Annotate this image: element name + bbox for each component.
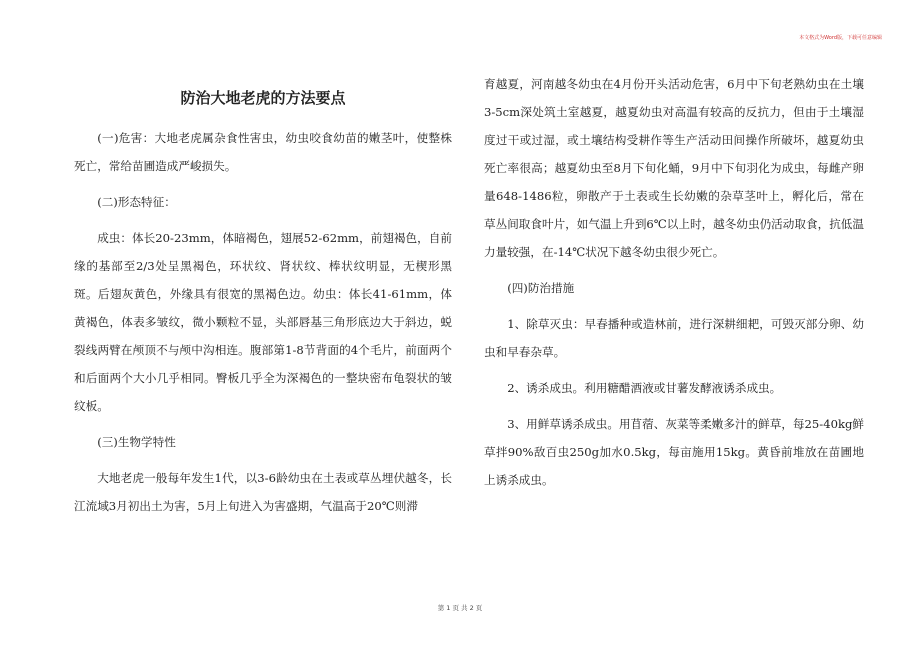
paragraph-control-2: 2、诱杀成虫。利用糖醋酒液或甘薯发酵液诱杀成虫。 — [507, 381, 782, 395]
heading-morphology: (二)形态特征： — [97, 195, 176, 209]
paragraph-harm: (一)危害：大地老虎属杂食性害虫，幼虫咬食幼苗的嫩茎叶，使整株死亡，常给苗圃造成严峻损失。 — [74, 131, 452, 173]
right-column-body — [484, 70, 864, 502]
paragraph-control-3: 3、用鲜草诱杀成虫。用苜蓿、灰菜等柔嫩多汁的鲜草，每25-40kg鲜草拌90%敌百虫250g加水0.5kg，每亩施用15kg。黄昏前堆放在苗圃地上诱杀成虫。 — [484, 417, 864, 487]
document-title: 防治大地老虎的方法要点 — [180, 89, 346, 107]
page-footer: 第 1 页 共 2 页 — [437, 604, 483, 612]
paragraph-biology: 大地老虎一般每年发生1代，以3-6龄幼虫在土表或草丛埋伏越冬，长江流域3月初出土为害，5月上旬进入为害盛期，气温高于20℃则滞 — [74, 471, 452, 513]
heading-biology: (三)生物学特性 — [97, 435, 176, 449]
watermark-text: 本文格式为Word版，下载可任意编辑 — [799, 35, 882, 41]
paragraph-control-1: 1、除草灭虫：早春播种或造林前，进行深耕细耙，可毁灭部分卵、幼虫和早春杂草。 — [484, 317, 864, 359]
heading-control: (四)防治措施 — [507, 281, 575, 295]
paragraph-biology-continued: 育越夏，河南越冬幼虫在4月份开头活动危害，6月中下旬老熟幼虫在土壤3-5cm深处筑土室越夏，越夏幼虫对高温有较高的反抗力，但由于土壤湿度过干或过湿，或土壤结构受耕作等生产活动田间操作所破坏，越夏幼虫死亡率很高；越夏幼虫至8月下旬化蛹，9月中下旬羽化为成虫，每雌产卵量648-1486粒，卵散产于土表或生长幼嫩的杂草茎叶上，孵化后，常在草丛间取食叶片，如气温上升到6℃以上时，越冬幼虫仍活动取食，抗低温力量较强，在-14℃状况下越冬幼虫很少死亡。 — [484, 77, 864, 259]
left-column-body — [74, 124, 452, 528]
paragraph-morphology: 成虫：体长20-23mm，体暗褐色，翅展52-62mm，前翅褐色，自前缘的基部至2/3处呈黑褐色，环状纹、肾状纹、棒状纹明显，无楔形黑斑。后翅灰黄色，外缘具有很宽的黑褐色边。幼虫：体长41-61mm，体黄褐色，体表多皱纹，微小颗粒不显，头部唇基三角形底边大于斜边，蜕裂线两臂在颅顶不与颅中沟相连。腹部第1-8节背面的4个毛片，前面两个和后面两个大小几乎相同。臀板几乎全为深褐色的一整块密布龟裂状的皱纹板。 — [74, 231, 452, 413]
